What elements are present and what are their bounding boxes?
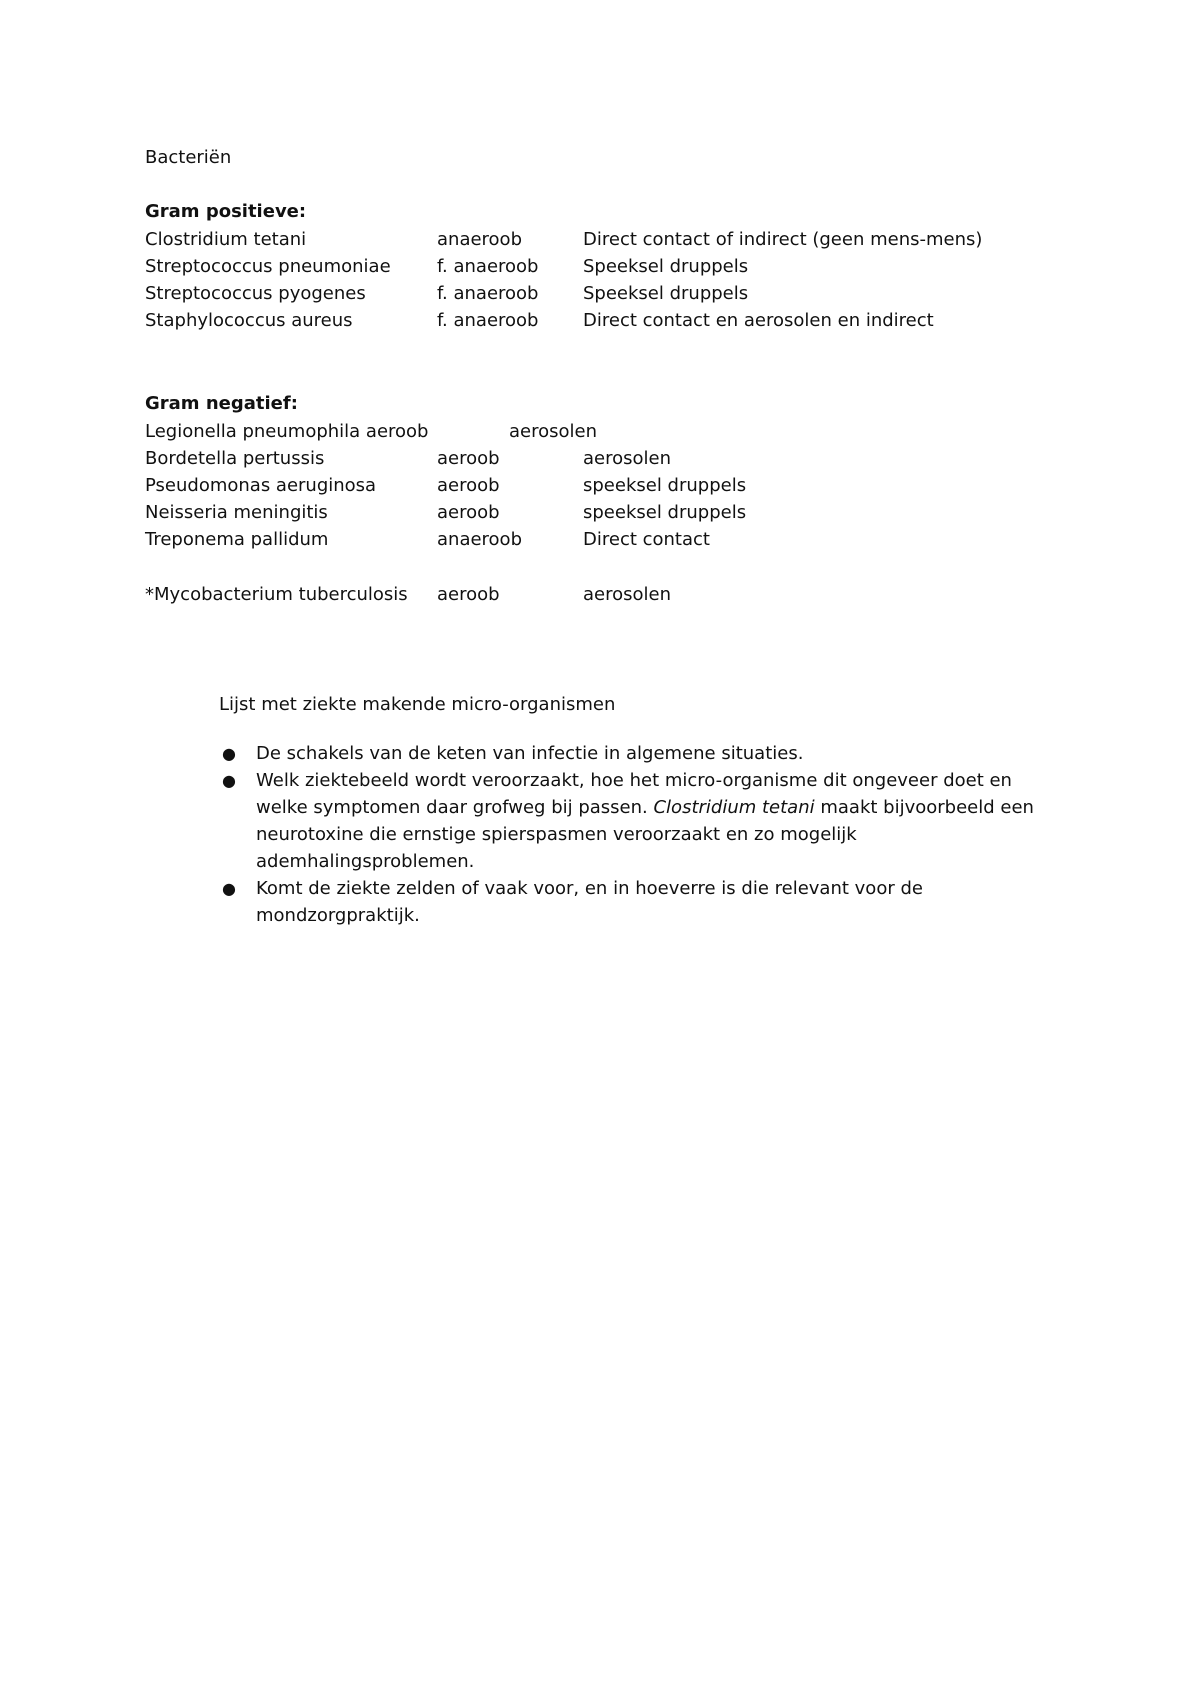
bacterium-name: Streptococcus pyogenes — [145, 283, 366, 304]
table-row — [0, 310, 1200, 334]
table-row — [0, 448, 1200, 472]
oxygen-type: aeroob — [437, 584, 500, 605]
list-item-text: De schakels van de keten van infectie in algemene situaties. — [256, 743, 804, 764]
species-name-italic: Clostridium tetani — [653, 797, 815, 818]
transmission-route: Speeksel druppels — [583, 256, 749, 277]
list-section-title: Lijst met ziekte makende micro-organismen — [219, 694, 616, 715]
bacterium-name: Streptococcus pneumoniae — [145, 256, 391, 277]
bacterium-name: Treponema pallidum — [145, 529, 329, 550]
transmission-route: Direct contact en aerosolen en indirect — [583, 310, 934, 331]
list-item-text: Komt de ziekte zelden of vaak voor, en in hoeverre is die relevant voor de mondzorgpraktijk. — [256, 878, 923, 926]
bacterium-name: Staphylococcus aureus — [145, 310, 353, 331]
table-row — [0, 529, 1200, 553]
bacterium-name: Neisseria meningitis — [145, 502, 328, 523]
document-title: Bacteriën — [145, 147, 232, 168]
transmission-route: Direct contact of indirect (geen mens-mens) — [583, 229, 983, 250]
oxygen-type: f. anaeroob — [437, 256, 539, 277]
transmission-route: Speeksel druppels — [583, 283, 749, 304]
gram-positive-heading: Gram positieve: — [145, 201, 307, 222]
oxygen-type: f. anaeroob — [437, 283, 539, 304]
gram-negative-heading: Gram negatief: — [145, 393, 298, 414]
bullet-icon: ● — [222, 744, 236, 763]
bullet-icon: ● — [222, 771, 236, 790]
oxygen-type: anaeroob — [437, 529, 522, 550]
oxygen-type: aeroob — [437, 448, 500, 469]
transmission-route: Direct contact — [583, 529, 710, 550]
table-row — [0, 475, 1200, 499]
bacterium-name: Legionella pneumophila aeroob — [145, 421, 429, 442]
list-item — [222, 767, 1056, 875]
bacterium-name: *Mycobacterium tuberculosis — [145, 584, 408, 605]
table-row — [0, 502, 1200, 526]
table-row — [0, 584, 1200, 608]
transmission-route: speeksel druppels — [583, 475, 747, 496]
requirements-list — [222, 740, 1056, 929]
list-item-text-continued: maakt bijvoorbeeld een neurotoxine die ernstige spierspasmen veroorzaakt en zo mogelijk ademhalingsproblemen. — [256, 797, 1034, 872]
oxygen-type: f. anaeroob — [437, 310, 539, 331]
bullet-icon: ● — [222, 879, 236, 898]
transmission-route: aerosolen — [509, 421, 597, 442]
transmission-route: speeksel druppels — [583, 502, 747, 523]
table-row — [0, 229, 1200, 253]
list-item — [222, 875, 1056, 929]
table-row — [0, 283, 1200, 307]
table-row — [0, 421, 1200, 445]
list-item-text: Welk ziektebeeld wordt veroorzaakt, hoe het micro-organisme dit ongeveer doet en welke symptomen daar grofweg bij passen. — [256, 770, 1012, 818]
oxygen-type: aeroob — [437, 502, 500, 523]
bacterium-name: Clostridium tetani — [145, 229, 307, 250]
table-row — [0, 256, 1200, 280]
transmission-route: aerosolen — [583, 448, 671, 469]
bacterium-name: Bordetella pertussis — [145, 448, 325, 469]
oxygen-type: anaeroob — [437, 229, 522, 250]
oxygen-type: aeroob — [437, 475, 500, 496]
bacterium-name: Pseudomonas aeruginosa — [145, 475, 377, 496]
list-item — [222, 740, 1056, 767]
transmission-route: aerosolen — [583, 584, 671, 605]
